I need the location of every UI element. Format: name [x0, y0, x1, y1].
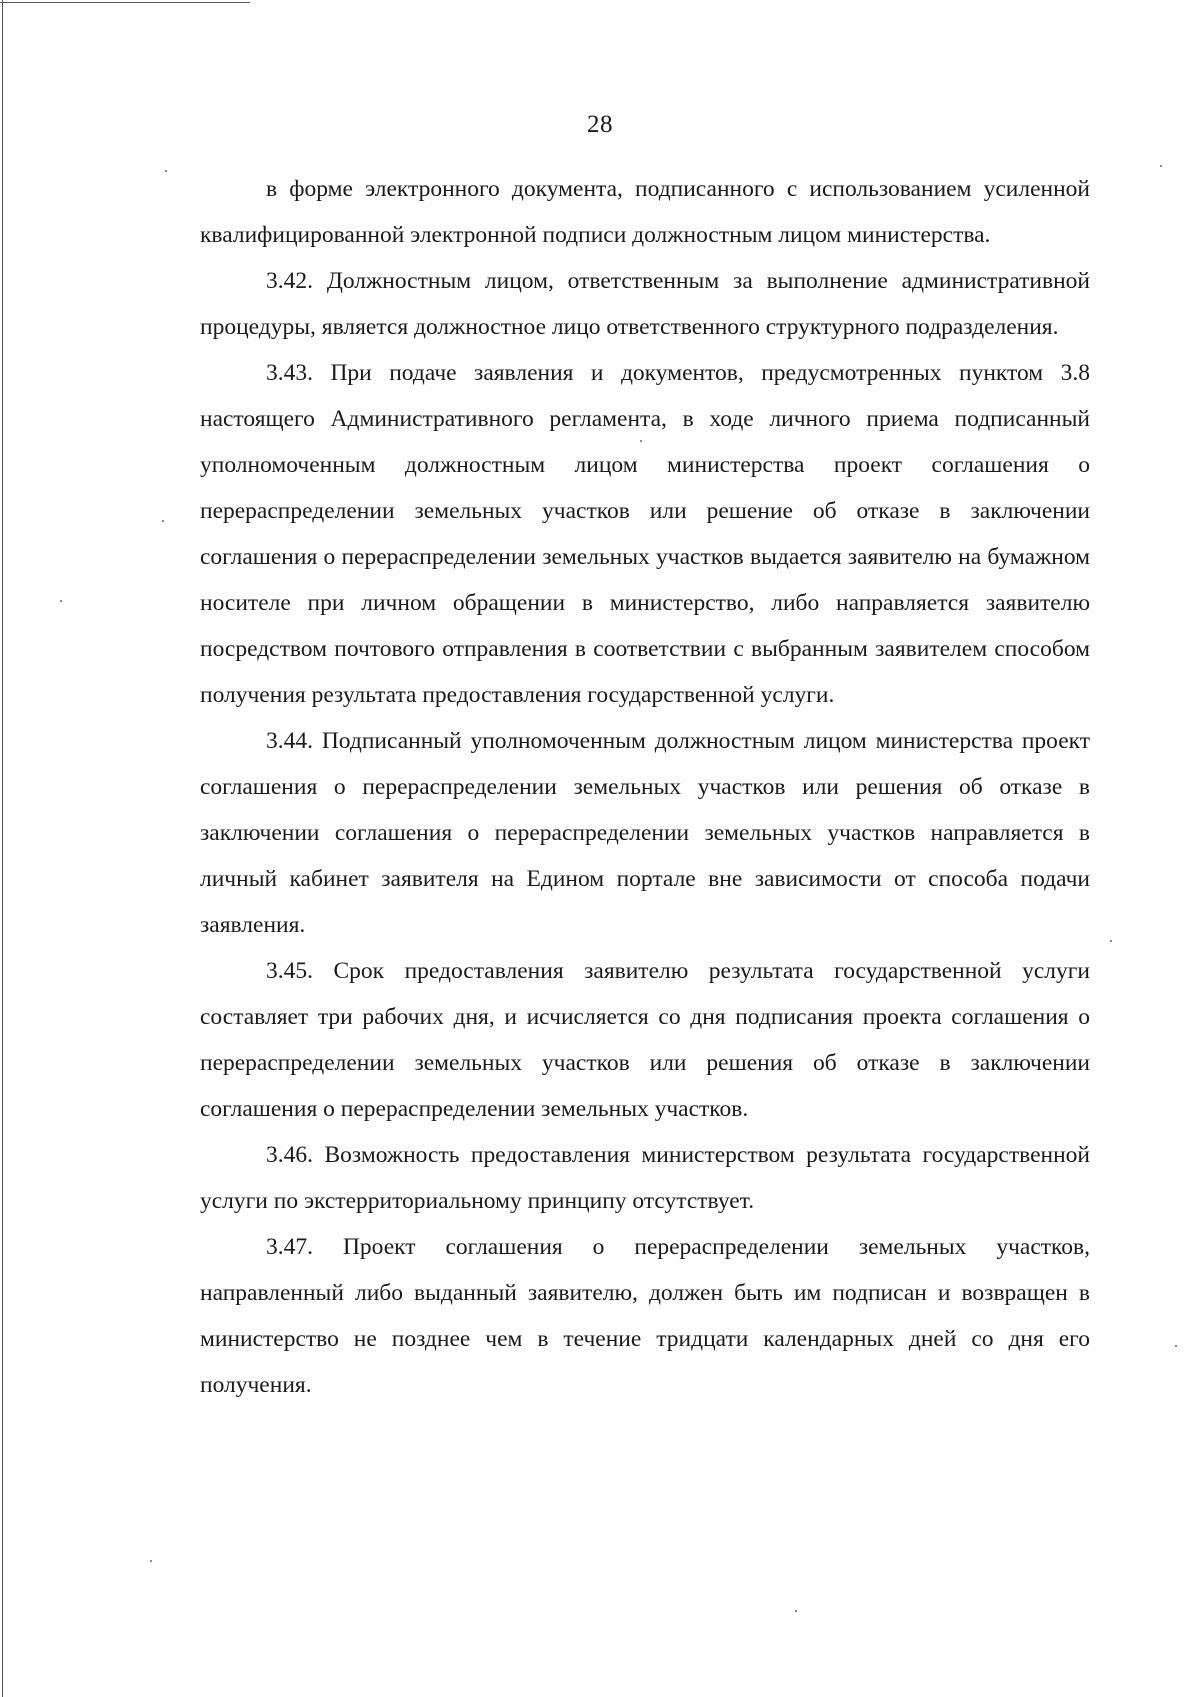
- scan-speck: [150, 1560, 152, 1562]
- paragraph-3-45: 3.45. Срок предоставления заявителю результата государственной услуги составляет три рабочих дня, и исчисляется со дня подписания проекта соглашения о перераспределении земельных участков или решения об отказе в заключении соглашения о перераспределении земельных участков.: [200, 958, 1090, 1122]
- document-body: [200, 166, 1090, 1408]
- paragraph-continuation: в форме электронного документа, подписанного с использованием усиленной квалифицированной электронной подписи должностным лицом министерства.: [200, 176, 1090, 248]
- scan-top-edge: [0, 2, 250, 3]
- scan-speck: [162, 520, 164, 522]
- scan-speck: [60, 600, 62, 602]
- scan-speck: [795, 1610, 797, 1612]
- paragraph-3-47: 3.47. Проект соглашения о перераспределении земельных участков, направленный либо выданный заявителю, должен быть им подписан и возвращен в министерство не позднее чем в течение тридцати календарных дней со дня его получения.: [200, 1234, 1090, 1398]
- scan-speck: [1175, 1345, 1177, 1347]
- scan-left-edge: [2, 0, 3, 1697]
- paragraph-3-42: 3.42. Должностным лицом, ответственным за выполнение административной процедуры, является должностное лицо ответственного структурного подразделения.: [200, 268, 1090, 340]
- paragraph-3-46: 3.46. Возможность предоставления министерством результата государственной услуги по экстерриториальному принципу отсутствует.: [200, 1142, 1090, 1214]
- scan-speck: [1110, 940, 1112, 942]
- scan-speck: [640, 440, 642, 442]
- paragraph-3-43: 3.43. При подаче заявления и документов, предусмотренных пунктом 3.8 настоящего Административного регламента, в ходе личного приема подписанный уполномоченным должностным лицом министерства проект соглашения о перераспределении земельных участков или решение об отказе в заключении соглашения о перераспределении земельных участков выдается заявителю на бумажном носителе при личном обращении в министерство, либо направляется заявителю посредством почтового отправления в соответствии с выбранным заявителем способом получения результата предоставления государственной услуги.: [200, 360, 1090, 708]
- page-number: 28: [587, 111, 613, 138]
- scan-speck: [1160, 165, 1162, 167]
- paragraph-3-44: 3.44. Подписанный уполномоченным должностным лицом министерства проект соглашения о перераспределении земельных участков или решения об отказе в заключении соглашения о перераспределении земельных участков направляется в личный кабинет заявителя на Едином портале вне зависимости от способа подачи заявления.: [200, 728, 1090, 938]
- scan-speck: [165, 170, 167, 172]
